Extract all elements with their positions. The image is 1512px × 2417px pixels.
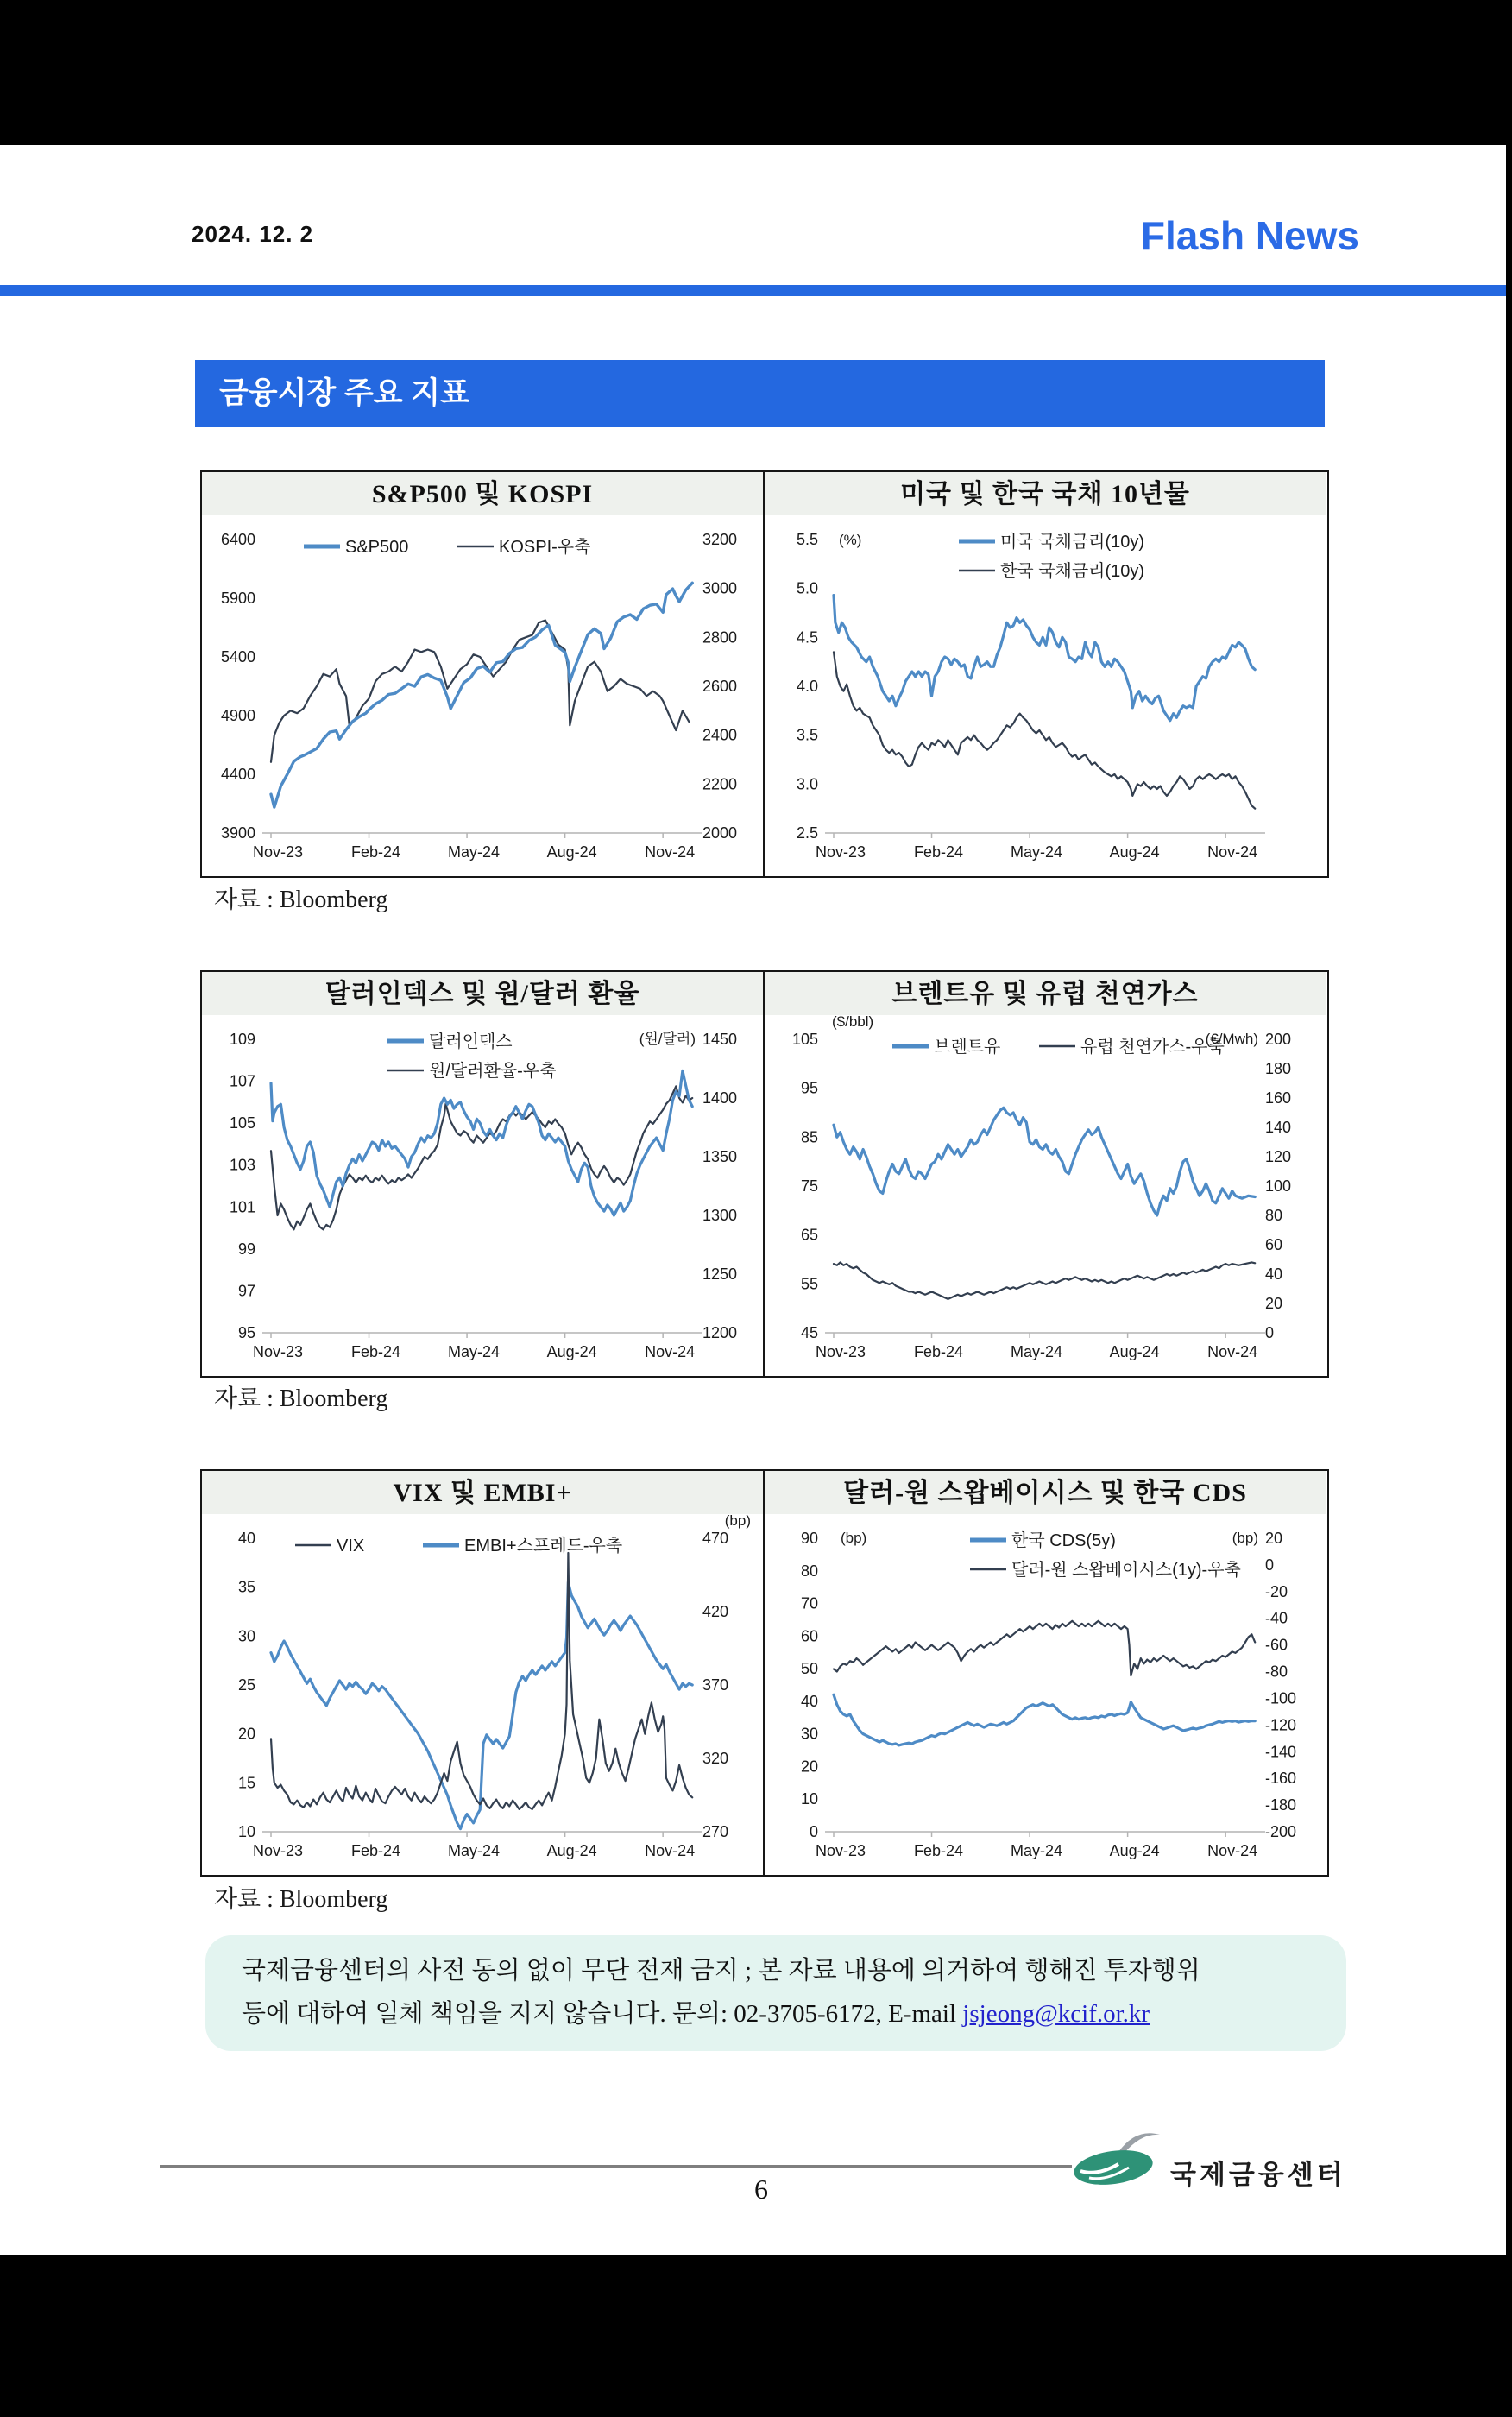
- svg-text:한국 국채금리(10y): 한국 국채금리(10y): [1000, 562, 1145, 581]
- report-date: 2024. 12. 2: [192, 221, 314, 247]
- svg-text:한국 CDS(5y): 한국 CDS(5y): [1011, 1531, 1116, 1550]
- svg-text:달러인덱스: 달러인덱스: [429, 1032, 513, 1051]
- chart-title: 미국 및 한국 국채 10년물: [765, 472, 1326, 515]
- svg-text:1400: 1400: [702, 1089, 738, 1107]
- svg-text:270: 270: [702, 1823, 729, 1840]
- svg-text:107: 107: [229, 1072, 255, 1090]
- svg-text:45: 45: [800, 1324, 818, 1341]
- chart-panel-sp500-kospi: [202, 472, 763, 876]
- svg-text:-60: -60: [1265, 1636, 1288, 1654]
- disclaimer-box: [205, 1935, 1346, 2051]
- svg-text:May-24: May-24: [1011, 843, 1063, 861]
- page-number: 6: [754, 2174, 768, 2205]
- svg-text:-80: -80: [1265, 1663, 1288, 1681]
- svg-text:80: 80: [800, 1562, 818, 1580]
- svg-text:Nov-24: Nov-24: [645, 1343, 696, 1360]
- report-page: [0, 145, 1506, 2255]
- svg-text:원/달러환율-우축: 원/달러환율-우축: [429, 1062, 557, 1081]
- svg-text:(€/Mwh): (€/Mwh): [1205, 1031, 1258, 1047]
- svg-text:0: 0: [809, 1823, 818, 1840]
- svg-text:4.5: 4.5: [796, 628, 818, 647]
- svg-text:4.0: 4.0: [796, 678, 818, 695]
- svg-text:Nov-23: Nov-23: [815, 1842, 866, 1859]
- svg-text:100: 100: [1265, 1177, 1292, 1195]
- svg-text:5.5: 5.5: [796, 531, 818, 548]
- swap-basis-cds-chart: [765, 1514, 1326, 1875]
- svg-text:420: 420: [702, 1603, 729, 1620]
- svg-text:Nov-23: Nov-23: [252, 1842, 304, 1859]
- svg-text:40: 40: [800, 1692, 818, 1710]
- svg-text:101: 101: [229, 1198, 255, 1216]
- svg-text:2400: 2400: [702, 726, 738, 744]
- svg-text:320: 320: [702, 1750, 729, 1767]
- svg-text:-140: -140: [1265, 1743, 1297, 1761]
- svg-text:99: 99: [237, 1240, 255, 1258]
- svg-text:Feb-24: Feb-24: [351, 1343, 401, 1360]
- svg-text:KOSPI-우축: KOSPI-우축: [499, 538, 591, 557]
- svg-text:80: 80: [1265, 1207, 1283, 1224]
- svg-text:3900: 3900: [220, 824, 255, 842]
- contact-email-link[interactable]: jsjeong@kcif.or.kr: [962, 2000, 1150, 2028]
- svg-text:Aug-24: Aug-24: [546, 843, 597, 861]
- svg-text:120: 120: [1265, 1148, 1292, 1165]
- svg-text:6400: 6400: [220, 531, 255, 548]
- org-name: 국제금융센터: [1170, 2160, 1346, 2190]
- svg-text:109: 109: [229, 1031, 255, 1048]
- svg-text:4900: 4900: [220, 707, 255, 724]
- svg-text:10: 10: [237, 1823, 255, 1840]
- svg-text:Nov-24: Nov-24: [645, 1842, 696, 1859]
- svg-text:5900: 5900: [220, 590, 255, 607]
- svg-text:달러-원 스왑베이시스(1y)-우축: 달러-원 스왑베이시스(1y)-우축: [1011, 1561, 1241, 1580]
- svg-text:Feb-24: Feb-24: [914, 1343, 964, 1360]
- svg-text:60: 60: [800, 1627, 818, 1645]
- svg-text:May-24: May-24: [1011, 1343, 1063, 1360]
- svg-text:May-24: May-24: [448, 1343, 501, 1360]
- svg-text:65: 65: [800, 1226, 818, 1244]
- source-caption: 자료 : Bloomberg: [214, 1385, 388, 1412]
- svg-text:Nov-23: Nov-23: [252, 1343, 304, 1360]
- svg-text:Aug-24: Aug-24: [1109, 1842, 1160, 1859]
- svg-text:미국 국채금리(10y): 미국 국채금리(10y): [1000, 533, 1145, 552]
- svg-text:(%): (%): [839, 532, 862, 548]
- svg-text:97: 97: [237, 1282, 255, 1300]
- chart-panel-dollar-krw: [202, 972, 763, 1376]
- svg-text:Nov-23: Nov-23: [815, 843, 866, 861]
- svg-text:10: 10: [800, 1790, 818, 1808]
- svg-text:Aug-24: Aug-24: [1109, 1343, 1160, 1360]
- svg-text:2.5: 2.5: [796, 824, 818, 842]
- chart-title: 브렌트유 및 유럽 천연가스: [765, 972, 1326, 1015]
- svg-text:4400: 4400: [220, 766, 255, 783]
- svg-text:25: 25: [237, 1676, 255, 1694]
- section-banner-label: 금융시장 주요 지표: [219, 376, 469, 410]
- svg-text:Feb-24: Feb-24: [914, 1842, 964, 1859]
- svg-text:140: 140: [1265, 1119, 1292, 1136]
- svg-text:-20: -20: [1265, 1582, 1288, 1600]
- svg-text:1300: 1300: [702, 1207, 738, 1224]
- svg-text:2800: 2800: [702, 628, 738, 647]
- svg-text:Feb-24: Feb-24: [351, 843, 401, 861]
- svg-text:-40: -40: [1265, 1609, 1288, 1627]
- svg-text:200: 200: [1265, 1031, 1292, 1048]
- svg-text:1350: 1350: [702, 1148, 738, 1165]
- svg-text:(bp): (bp): [1232, 1530, 1258, 1546]
- svg-text:S&P500: S&P500: [345, 538, 409, 557]
- svg-text:브렌트유: 브렌트유: [934, 1038, 1001, 1057]
- svg-text:103: 103: [229, 1156, 255, 1174]
- svg-text:Nov-24: Nov-24: [1207, 1842, 1258, 1859]
- svg-text:0: 0: [1265, 1324, 1275, 1341]
- header-divider: [0, 285, 1506, 296]
- svg-text:15: 15: [237, 1774, 255, 1792]
- svg-text:95: 95: [800, 1079, 818, 1097]
- chart-title: VIX 및 EMBI+: [202, 1471, 763, 1514]
- svg-text:(bp): (bp): [724, 1514, 751, 1529]
- brand-title: Flash News: [1140, 213, 1359, 258]
- svg-text:40: 40: [237, 1530, 255, 1547]
- svg-text:Nov-24: Nov-24: [645, 843, 696, 861]
- svg-text:85: 85: [800, 1128, 818, 1146]
- chart-panel-bond10y: [763, 472, 1326, 876]
- svg-text:3000: 3000: [702, 579, 738, 597]
- svg-text:Nov-23: Nov-23: [815, 1343, 866, 1360]
- dollar-index-krw-chart: [202, 1015, 763, 1376]
- svg-text:20: 20: [1265, 1295, 1283, 1312]
- chart-panel-swap-cds: [763, 1471, 1326, 1875]
- svg-text:50: 50: [800, 1660, 818, 1678]
- svg-text:30: 30: [237, 1627, 255, 1645]
- svg-text:May-24: May-24: [448, 1842, 501, 1859]
- svg-text:-100: -100: [1265, 1689, 1297, 1707]
- svg-text:20: 20: [237, 1725, 255, 1743]
- vix-embi-chart: [202, 1514, 763, 1875]
- svg-text:1450: 1450: [702, 1031, 738, 1048]
- svg-text:70: 70: [800, 1594, 818, 1612]
- svg-text:Aug-24: Aug-24: [1109, 843, 1160, 861]
- section-banner: [195, 360, 1325, 427]
- svg-text:(원/달러): (원/달러): [639, 1031, 696, 1047]
- svg-text:160: 160: [1265, 1089, 1292, 1107]
- chart-title: S&P500 및 KOSPI: [202, 472, 763, 515]
- svg-text:30: 30: [800, 1725, 818, 1743]
- svg-text:2600: 2600: [702, 678, 738, 695]
- svg-text:Nov-24: Nov-24: [1207, 1343, 1258, 1360]
- chart-row-3: [200, 1469, 1329, 1877]
- svg-text:5400: 5400: [220, 648, 255, 666]
- svg-text:Nov-23: Nov-23: [252, 843, 304, 861]
- svg-text:(bp): (bp): [841, 1530, 867, 1546]
- svg-text:Feb-24: Feb-24: [914, 843, 964, 861]
- svg-text:60: 60: [1265, 1236, 1283, 1253]
- svg-text:Aug-24: Aug-24: [546, 1343, 597, 1360]
- footer-divider: [160, 2165, 1072, 2168]
- svg-text:($/bbl): ($/bbl): [832, 1015, 874, 1030]
- svg-text:370: 370: [702, 1676, 729, 1694]
- svg-text:105: 105: [229, 1114, 255, 1133]
- svg-text:Nov-24: Nov-24: [1207, 843, 1258, 861]
- svg-text:May-24: May-24: [448, 843, 501, 861]
- svg-text:-120: -120: [1265, 1716, 1297, 1734]
- svg-text:1200: 1200: [702, 1324, 738, 1341]
- svg-text:-160: -160: [1265, 1770, 1297, 1788]
- svg-text:VIX: VIX: [337, 1537, 365, 1556]
- chart-row-2: [200, 970, 1329, 1378]
- disclaimer-line2: 등에 대하여 일체 책임을 지지 않습니다. 문의: 02-3705-6172, E-mail: [242, 2000, 963, 2028]
- svg-text:유럽 천연가스-우축: 유럽 천연가스-우축: [1080, 1038, 1225, 1057]
- svg-text:-180: -180: [1265, 1796, 1297, 1814]
- chart-panel-vix-embi: [202, 1471, 763, 1875]
- svg-text:95: 95: [237, 1324, 255, 1341]
- disclaimer-line1: 국제금융센터의 사전 동의 없이 무단 전재 금지 ; 본 자료 내용에 의거하여 행해진 투자행위: [242, 1957, 1200, 1985]
- svg-text:3200: 3200: [702, 531, 738, 548]
- sp500-kospi-chart: [202, 515, 763, 876]
- us-kr-bond-chart: [765, 515, 1326, 876]
- brent-gas-chart: [765, 1015, 1326, 1376]
- svg-text:5.0: 5.0: [796, 579, 818, 597]
- svg-text:Feb-24: Feb-24: [351, 1842, 401, 1859]
- svg-text:35: 35: [237, 1578, 255, 1596]
- kcif-logo-icon: [1068, 2126, 1172, 2195]
- svg-text:40: 40: [1265, 1265, 1283, 1283]
- source-caption: 자료 : Bloomberg: [214, 1886, 388, 1913]
- svg-text:2200: 2200: [702, 775, 738, 793]
- svg-text:EMBI+스프레드-우축: EMBI+스프레드-우축: [464, 1537, 623, 1556]
- source-caption: 자료 : Bloomberg: [214, 887, 388, 913]
- svg-text:90: 90: [800, 1530, 818, 1547]
- svg-text:470: 470: [702, 1530, 729, 1547]
- chart-title: 달러-원 스왑베이시스 및 한국 CDS: [765, 1471, 1326, 1514]
- svg-text:20: 20: [1265, 1530, 1283, 1547]
- svg-text:3.5: 3.5: [796, 726, 818, 744]
- svg-text:55: 55: [800, 1275, 818, 1293]
- svg-text:0: 0: [1265, 1556, 1275, 1574]
- chart-row-1: [200, 470, 1329, 878]
- svg-text:20: 20: [800, 1758, 818, 1776]
- svg-text:105: 105: [791, 1031, 818, 1048]
- svg-text:3.0: 3.0: [796, 775, 818, 793]
- svg-text:75: 75: [800, 1177, 818, 1195]
- svg-text:-200: -200: [1265, 1823, 1297, 1840]
- svg-text:May-24: May-24: [1011, 1842, 1063, 1859]
- svg-text:2000: 2000: [702, 824, 738, 842]
- svg-text:Aug-24: Aug-24: [546, 1842, 597, 1859]
- svg-text:180: 180: [1265, 1060, 1292, 1077]
- chart-title: 달러인덱스 및 원/달러 환율: [202, 972, 763, 1015]
- chart-panel-brent-gas: [763, 972, 1326, 1376]
- svg-text:1250: 1250: [702, 1265, 738, 1283]
